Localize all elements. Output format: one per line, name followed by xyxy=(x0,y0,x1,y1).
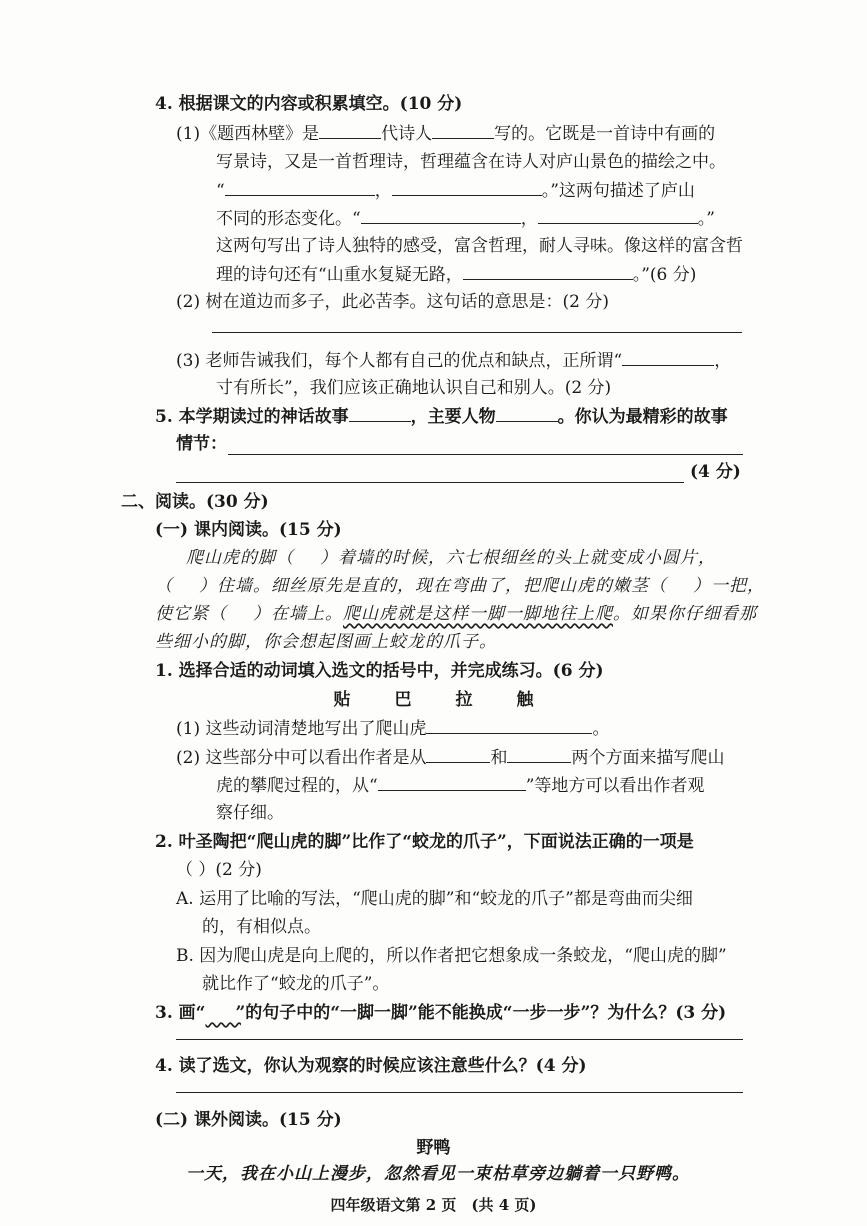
q4-1-line3-text: 。”这两句描述了庐山 xyxy=(541,181,695,201)
read-q3-text: ”的句子中的“一脚一脚”能不能换成“一步一步”？为什么？(3 分) xyxy=(235,1003,727,1023)
q4-1-text-b: 代诗人 xyxy=(381,124,433,144)
read-q1-2-text: 和 xyxy=(490,748,508,768)
passage-text: ）一把， xyxy=(693,576,765,596)
read-q1-2-line1 xyxy=(176,745,724,770)
read-q1-2-text: 两个方面来描写爬山 xyxy=(571,748,725,768)
answer-blank[interactable] xyxy=(349,404,411,422)
q4-1-line2: 写景诗，又是一首哲理诗，哲理蕴含在诗人对庐山景色的描绘之中。 xyxy=(216,152,726,172)
read-q1-2-text: (2) 这些部分中可以看出作者是从 xyxy=(176,748,427,768)
q4-3-line2: 寸有所长”，我们应该正确地认识自己和别人。(2 分) xyxy=(216,378,612,398)
read-q1-2-line3: 察仔细。 xyxy=(216,803,284,823)
q4-1-line4 xyxy=(216,206,715,231)
q5-score: (4 分) xyxy=(690,462,741,482)
verb-option: 触 xyxy=(516,690,534,710)
read-q2-option-b1: B. 因为爬山虎是向上爬的，所以作者把它想象成一条蛟龙，“爬山虎的脚” xyxy=(176,946,727,966)
q5-text-c: 。你认为最精彩的故事 xyxy=(557,407,728,427)
read-q2-option-b2: 就比作了“蛟龙的爪子”。 xyxy=(202,974,390,994)
answer-blank[interactable] xyxy=(538,206,698,224)
q4-title: 4. 根据课文的内容或积累填空。(10 分) xyxy=(155,94,463,114)
period: 。 xyxy=(592,719,610,739)
comma: ， xyxy=(374,181,392,201)
section2-title: 二、阅读。(30 分) xyxy=(121,492,269,512)
q5-text-b: ，主要人物 xyxy=(410,407,496,427)
passage-text: （ xyxy=(155,576,173,596)
q4-1-line4-text: 不同的形态变化。“ xyxy=(216,209,361,229)
q4-1-line1 xyxy=(176,121,715,146)
verb-option: 巴 xyxy=(394,690,412,710)
page-footer: 四年级语文第 2 页 (共 4 页) xyxy=(330,1196,537,1214)
quote-close: 。” xyxy=(697,209,715,229)
answer-blank[interactable] xyxy=(319,121,381,139)
read-q1-2-line2 xyxy=(216,773,704,798)
answer-blank[interactable] xyxy=(426,745,490,763)
q5-text-a: 5. 本学期读过的神话故事 xyxy=(155,407,349,427)
q4-2: (2) 树在道边而多子，此必苦李。这句话的意思是：(2 分) xyxy=(176,292,609,312)
read-q4-title: 4. 读了选文，你认为观察的时候应该注意些什么？(4 分) xyxy=(155,1056,587,1076)
verb-option: 贴 xyxy=(333,690,351,710)
story-line1: 一天，我在小山上漫步，忽然看见一束枯草旁边躺着一只野鸭。 xyxy=(186,1164,690,1184)
answer-blank[interactable] xyxy=(622,348,714,366)
passage-text: ）住墙。细丝原先是直的，现在弯曲了，把爬山虎的嫩茎（ xyxy=(199,576,667,596)
passage-text: ）在墙上。 xyxy=(253,604,343,624)
passage-line1 xyxy=(186,546,716,570)
verb-option: 拉 xyxy=(455,690,473,710)
passage-line3 xyxy=(155,602,757,626)
q5-line1 xyxy=(155,404,728,429)
answer-blank[interactable] xyxy=(361,206,521,224)
read-q2-paren: （ ）(2 分) xyxy=(176,860,262,880)
comma: ， xyxy=(714,351,732,371)
quote-open: “ xyxy=(216,181,225,201)
q4-1-line6-text: 理的诗句还有“山重水复疑无路， xyxy=(216,265,463,285)
answer-line[interactable] xyxy=(212,332,742,333)
wavy-underlined-sentence: 爬山虎就是这样一脚一脚地往上爬 xyxy=(343,604,613,624)
q4-3-line1 xyxy=(176,348,731,373)
section2-sub2: (二) 课外阅读。(15 分) xyxy=(155,1110,342,1130)
read-q1-1-text: (1) 这些动词清楚地写出了爬山虎 xyxy=(176,719,427,739)
passage-text: 爬山虎的脚（ xyxy=(186,548,294,568)
read-q3-title xyxy=(155,1001,726,1025)
q4-1-line6 xyxy=(216,262,696,287)
read-q1-title: 1. 选择合适的动词填入选文的括号中，并完成练习。(6 分) xyxy=(155,661,604,681)
read-q2-option-a2: 的，有相似点。 xyxy=(202,917,321,937)
read-q1-2-text: ”等地方可以看出作者观 xyxy=(525,776,705,796)
answer-line[interactable] xyxy=(176,1092,743,1093)
q5-line2-label: 情节： xyxy=(176,434,227,454)
section2-sub1: (一) 课内阅读。(15 分) xyxy=(155,520,342,540)
read-q2-option-a1: A. 运用了比喻的写法，“爬山虎的脚”和“蛟龙的爪子”都是弯曲而尖细 xyxy=(176,889,693,909)
answer-blank[interactable] xyxy=(432,121,494,139)
answer-blank[interactable] xyxy=(426,716,592,734)
answer-line[interactable] xyxy=(228,454,743,455)
answer-blank[interactable] xyxy=(392,178,542,196)
q4-1-line3 xyxy=(216,178,695,203)
wavy-line-sample xyxy=(205,1001,235,1025)
passage-text: ）着墙的时候，六七根细丝的头上就变成小圆片， xyxy=(320,548,716,568)
read-q1-2-text: 虎的攀爬过程的，从“ xyxy=(216,776,378,796)
passage-text: 使它紧（ xyxy=(155,604,227,624)
answer-blank[interactable] xyxy=(378,773,526,791)
read-q1-1 xyxy=(176,716,609,741)
answer-line[interactable] xyxy=(176,1039,743,1040)
verb-options xyxy=(0,688,867,712)
answer-blank[interactable] xyxy=(507,745,571,763)
passage-text: 。如果你仔细看那 xyxy=(613,604,757,624)
comma: ， xyxy=(520,209,538,229)
answer-line[interactable] xyxy=(176,482,684,483)
read-q3-text: 3. 画“ xyxy=(155,1003,206,1023)
q4-1-text-c: 写的。它既是一首诗中有画的 xyxy=(494,124,716,144)
q4-1-text-a: (1)《题西林壁》是 xyxy=(176,124,320,144)
answer-blank[interactable] xyxy=(225,178,375,196)
read-q2-title: 2. 叶圣陶把“爬山虎的脚”比作了“蛟龙的爪子”，下面说法正确的一项是 xyxy=(155,832,694,852)
q4-1-line5: 这两句写出了诗人独特的感受，富含哲理，耐人寻味。像这样的富含哲 xyxy=(216,236,743,256)
answer-blank[interactable] xyxy=(463,262,633,280)
q4-3-text: (3) 老师告诫我们，每个人都有自己的优点和缺点，正所谓“ xyxy=(176,351,623,371)
passage-line2 xyxy=(155,574,765,598)
story-title: 野鸭 xyxy=(416,1138,451,1158)
answer-blank[interactable] xyxy=(496,404,558,422)
passage-line4: 些细小的脚，你会想起图画上蛟龙的爪子。 xyxy=(155,632,497,652)
q4-1-line6-end: 。”(6 分) xyxy=(632,265,697,285)
